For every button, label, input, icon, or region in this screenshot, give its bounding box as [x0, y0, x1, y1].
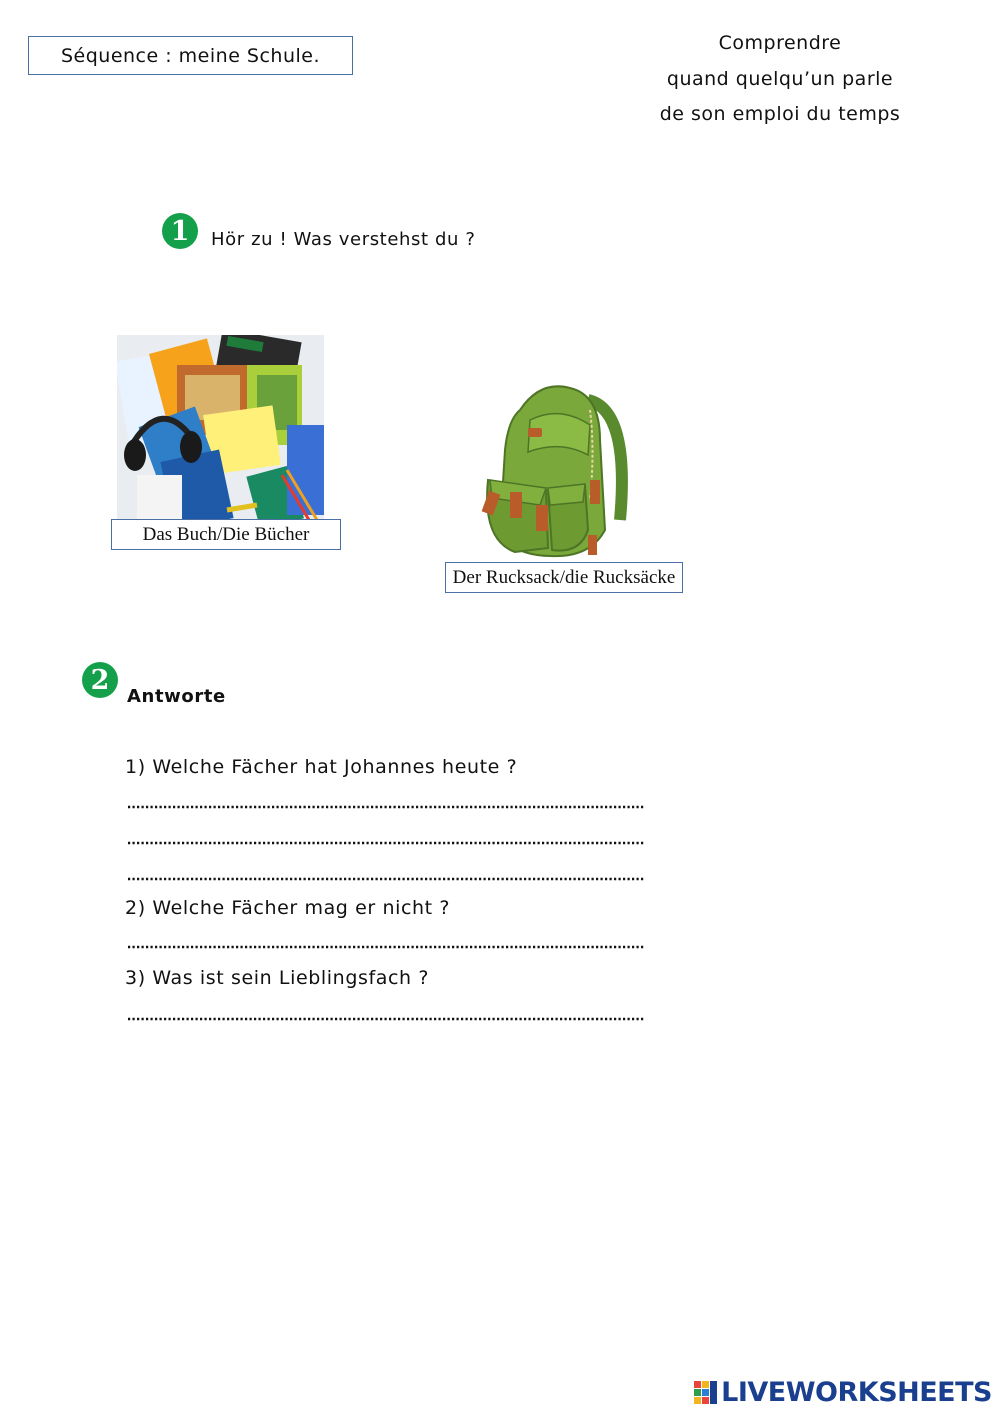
answer-line-1b[interactable] — [127, 840, 645, 846]
question-3: 3) Was ist sein Lieblingsfach ? — [125, 967, 430, 989]
section-1-number-badge — [162, 213, 198, 249]
objective-text — [640, 26, 920, 133]
objective-line-2: quand quelqu’un parle — [666, 67, 894, 90]
sequence-title-box — [28, 36, 353, 75]
green-backpack-illustration — [470, 380, 640, 560]
books-headphones-photo — [117, 335, 324, 533]
liveworksheets-watermark — [694, 1377, 992, 1408]
caption-backpack — [445, 562, 683, 593]
answer-line-3[interactable] — [127, 1016, 645, 1022]
liveworksheets-logo-icon — [694, 1381, 718, 1405]
answer-line-1c[interactable] — [127, 876, 645, 882]
section-2-number-badge — [82, 662, 118, 698]
question-1: 1) Welche Fächer hat Johannes heute ? — [125, 756, 518, 778]
section-1-title: Hör zu ! Was verstehst du ? — [211, 229, 476, 250]
caption-books — [111, 519, 341, 550]
section-2-number: 2 — [90, 664, 110, 696]
answer-line-2[interactable] — [127, 944, 645, 950]
answer-line-1a[interactable] — [127, 804, 645, 810]
question-2: 2) Welche Fächer mag er nicht ? — [125, 897, 451, 919]
section-1-number: 1 — [170, 215, 190, 247]
caption-backpack-text: Der Rucksack/die Rucksäcke — [452, 566, 676, 588]
caption-books-text: Das Buch/Die Bücher — [142, 523, 310, 545]
objective-line-1: Comprendre — [718, 32, 842, 54]
section-2-title: Antworte — [127, 686, 226, 707]
objective-line-3: de son emploi du temps — [659, 103, 901, 125]
watermark-text: LIVEWORKSHEETS — [721, 1377, 992, 1408]
sequence-title: Séquence : meine Schule. — [60, 44, 321, 67]
